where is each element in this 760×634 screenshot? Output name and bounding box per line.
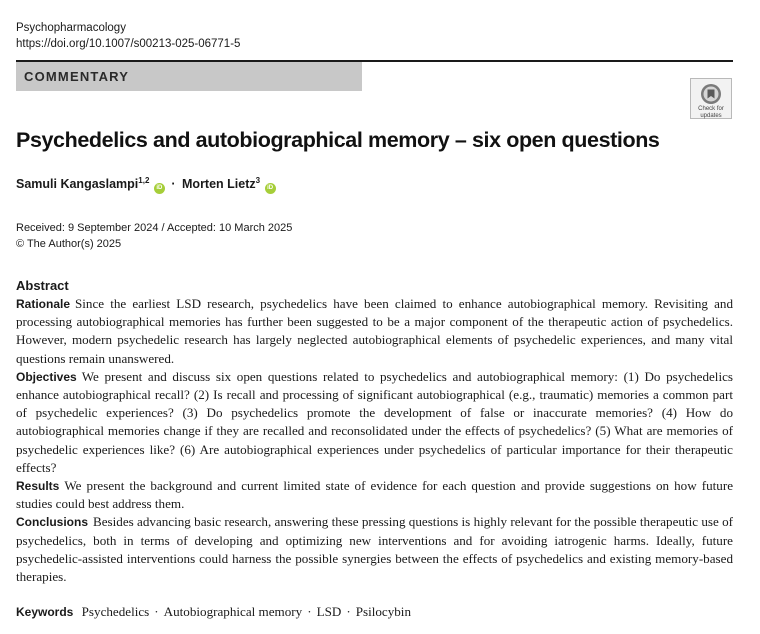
abstract-heading: Abstract bbox=[16, 278, 69, 293]
copyright-notice: © The Author(s) 2025 bbox=[16, 238, 122, 250]
keyword-separator: · bbox=[307, 604, 312, 619]
keyword-item[interactable]: LSD bbox=[316, 604, 342, 619]
abstract-section-objectives bbox=[16, 368, 733, 477]
journal-header bbox=[16, 20, 240, 52]
abstract-section-text: We present and discuss six open questions related to psychedelics and autobiographical memory: (1) Do psychedelics enhance autobiographical recall? (2) Is recall and processing of significant autobiographical (e.g., traumatic) memories a common part of psychedelic experiences? (3) Do psychedelics promote the development of false or inaccurate memories? (4) How do autobiographical memories change if they are recalled and reconsolidated under the effects of psychedelics? (5) What are memories of psychedelic experiences like? (6) Are autobiographical experiences under psychedelics of particular importance for their therapeutic effects? bbox=[16, 368, 733, 475]
author-affiliation: 3 bbox=[255, 176, 261, 185]
keywords bbox=[16, 603, 411, 621]
abstract-section-rationale bbox=[16, 295, 733, 368]
received-accepted-dates: Received: 9 September 2024 / Accepted: 10 March 2025 bbox=[16, 222, 293, 234]
check-for-updates-label-2: updates bbox=[700, 112, 722, 119]
author-list bbox=[16, 175, 276, 194]
abstract-section-text: Since the earliest LSD research, psychedelics have been claimed to enhance autobiographical memory. Revisiting and processing autobiographical memories has further been suggested to be a major component of the therapeutic action of psychedelics. However, modern psychedelic research has largely neglected autobiographical elements of psychedelic experiences, and many vital questions remain unanswered. bbox=[16, 296, 733, 366]
keyword-separator: · bbox=[154, 604, 159, 619]
abstract-section-label: Objectives bbox=[16, 369, 77, 384]
check-for-updates-label-1: Check for bbox=[698, 106, 724, 112]
abstract-section-label: Conclusions bbox=[16, 515, 89, 530]
article-title: Psychedelics and autobiographical memory – six open questions bbox=[16, 128, 660, 152]
abstract-section-text: Besides advancing basic research, answering these pressing questions is highly relevant for the possible therapeutic use of psychedelics, both in terms of developing and optimizing new interventions and for avoiding iatrogenic harms. Ideally, future psychedelic-assisted interventions could harness the possible synergies between the effects of psychedelics and existing memory-based therapies. bbox=[16, 514, 733, 585]
section-label: COMMENTARY bbox=[16, 62, 362, 91]
author-name[interactable]: Morten Lietz bbox=[182, 177, 256, 191]
keywords-label: Keywords bbox=[16, 605, 74, 619]
doi-link[interactable]: https://doi.org/10.1007/s00213-025-06771-5 bbox=[16, 38, 241, 50]
keyword-separator: · bbox=[346, 604, 351, 619]
orcid-icon[interactable]: iD bbox=[265, 183, 276, 194]
check-for-updates-button[interactable] bbox=[690, 78, 732, 119]
check-for-updates-icon bbox=[700, 83, 722, 105]
keyword-item[interactable]: Psychedelics bbox=[81, 604, 150, 619]
abstract-section-results bbox=[16, 477, 733, 513]
author-separator: · bbox=[171, 177, 176, 191]
keyword-item[interactable]: Psilocybin bbox=[355, 604, 411, 619]
orcid-icon[interactable]: iD bbox=[154, 183, 165, 194]
journal-name: Psychopharmacology bbox=[16, 22, 126, 34]
abstract-section-conclusions bbox=[16, 513, 733, 586]
abstract-section-text: We present the background and current limited state of evidence for each question and provide suggestions on how future studies could best address them. bbox=[16, 478, 733, 512]
abstract-body bbox=[16, 295, 733, 586]
abstract-section-label: Rationale bbox=[16, 297, 71, 311]
article-dates bbox=[16, 220, 292, 252]
keyword-item[interactable]: Autobiographical memory bbox=[163, 604, 303, 619]
author-name[interactable]: Samuli Kangaslampi bbox=[16, 177, 139, 191]
author-affiliation: 1,2 bbox=[138, 176, 150, 185]
abstract-section-label: Results bbox=[16, 479, 60, 494]
